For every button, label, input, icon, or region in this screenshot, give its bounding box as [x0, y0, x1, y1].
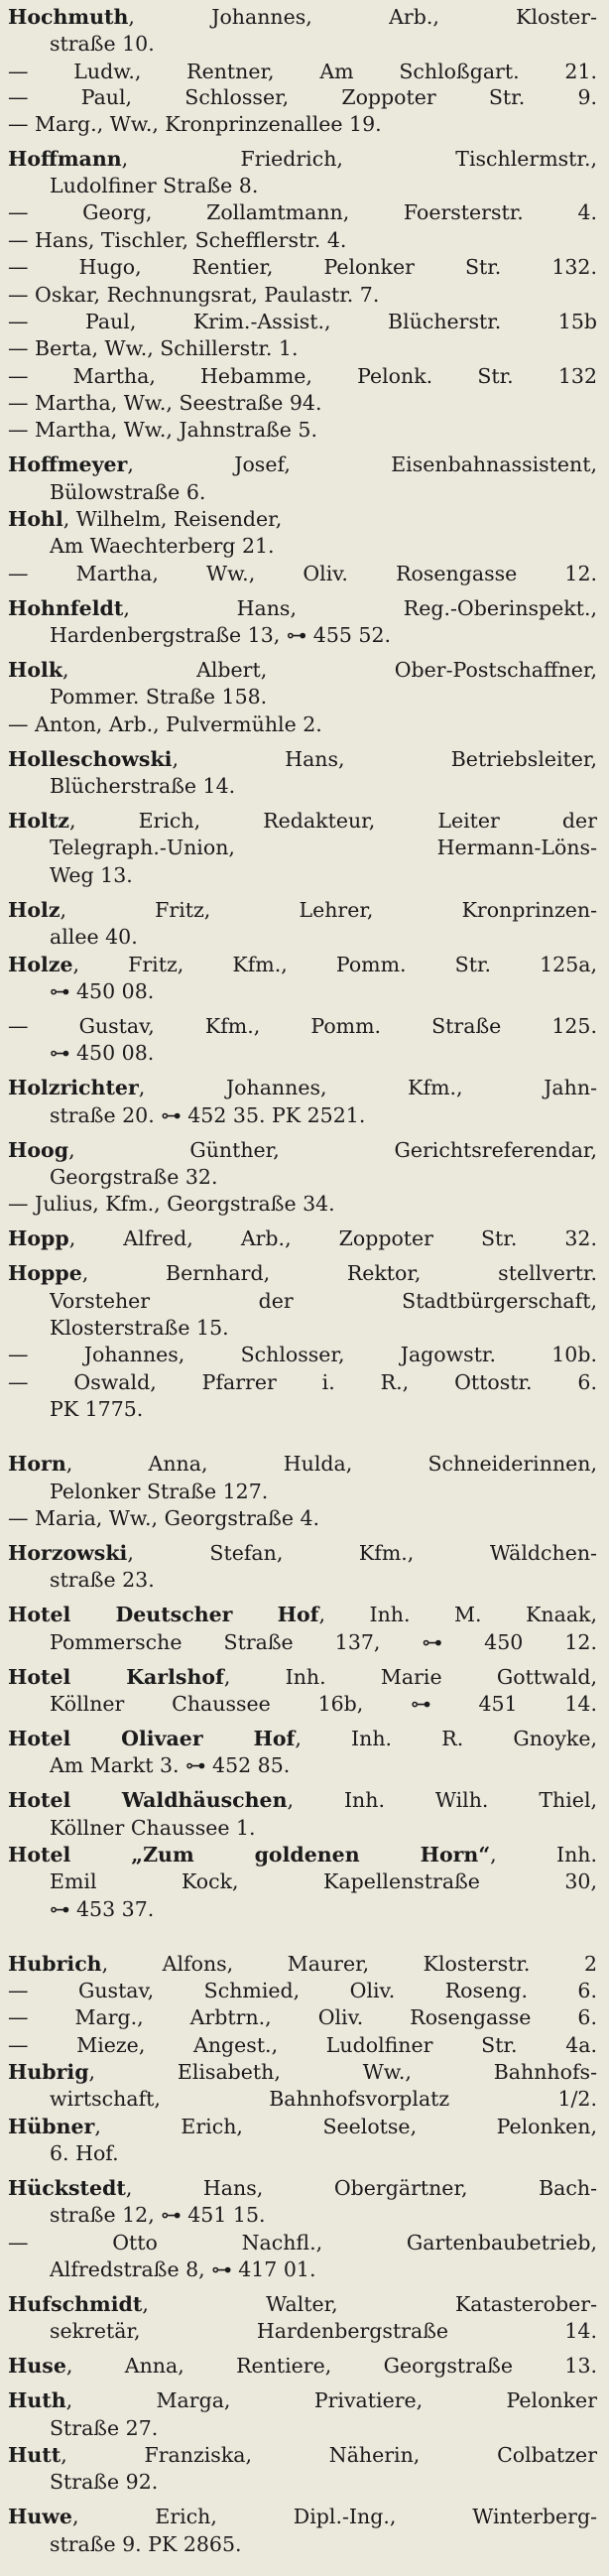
entry-text: Köllner Chaussee 1.	[50, 1816, 256, 1840]
entry-text: wirtschaft, Bahnhofsvorplatz 1/2.	[50, 2087, 597, 2111]
entry-surname: Horzowski	[8, 1541, 128, 1565]
entry-text: , Josef, Eisenbahnassistent,	[127, 452, 597, 476]
entry-continuation-line	[50, 1689, 597, 1719]
entry-text: , Inh. Wilh. Thiel,	[287, 1788, 597, 1812]
entry-name-line	[8, 1785, 597, 1815]
entry-surname: Horn	[8, 1452, 66, 1476]
entry-line	[8, 1011, 597, 1041]
entry-text: Ludolfiner Straße 8.	[50, 174, 259, 197]
entry-text: Am Waechterberg 21.	[50, 534, 275, 558]
entry-name-line	[8, 2057, 597, 2087]
entry-text: ⊶ 450 08.	[50, 1041, 155, 1065]
entry-name-line	[8, 450, 597, 479]
entry-surname: Hoffmeyer	[8, 452, 128, 476]
entry-text: , Anna, Rentiere, Georgstraße 13.	[65, 2354, 597, 2378]
entry-continuation-line	[50, 1867, 597, 1896]
entry-continuation-line	[50, 1477, 597, 1506]
entry-text: , Friedrich, Tischlermstr.,	[121, 147, 597, 171]
entry-text: — Martha, Hebamme, Pelonk. Str. 132	[8, 364, 597, 388]
entry-continuation-line	[50, 2467, 597, 2497]
entry-name-line	[8, 806, 597, 836]
entry-text: sekretär, Hardenbergstraße 14.	[50, 2319, 597, 2343]
entry-continuation-line	[50, 1627, 597, 1657]
entry-surname: Hubrich	[8, 1952, 102, 1976]
entry-line	[8, 1189, 597, 1219]
entry-text: straße 10.	[50, 32, 155, 56]
entry-name-line	[8, 2, 597, 32]
entry-surname: Holk	[8, 658, 63, 682]
entry-text: ⊶ 450 08.	[50, 979, 155, 1003]
entry-text: Emil Kock, Kapellenstraße 30,	[50, 1869, 597, 1893]
entry-text: , Inh. Marie Gottwald,	[223, 1665, 597, 1689]
entry-text: , Erich, Seelotse, Pelonken,	[94, 2115, 597, 2138]
entry-text: straße 9. PK 2865.	[50, 2532, 242, 2556]
entry-text: — Julius, Kfm., Georgstraße 34.	[8, 1192, 335, 1216]
entry-continuation-line	[50, 2316, 597, 2346]
entry-name-line	[8, 504, 597, 534]
entry-text: , Alfons, Maurer, Klosterstr. 2	[101, 1952, 597, 1976]
entry-text: — Gustav, Kfm., Pomm. Straße 125.	[8, 1014, 597, 1038]
entry-continuation-line	[50, 29, 597, 59]
entry-continuation-line	[50, 1100, 597, 1130]
entry-continuation-line	[50, 1038, 597, 1068]
entry-line	[8, 709, 597, 739]
entry-surname: Hohl	[8, 507, 63, 531]
entry-text: , Inh. M. Knaak,	[318, 1603, 597, 1626]
entry-line	[8, 333, 597, 363]
entry-name-line	[8, 1949, 597, 1979]
entry-text: ⊶ 453 37.	[50, 1897, 155, 1921]
entry-name-line	[8, 2112, 597, 2141]
entry-surname: Hotel „Zum goldenen Horn“	[8, 1843, 491, 1867]
entry-text: Vorsteher der Stadtbürgerschaft,	[50, 1289, 597, 1313]
entry-text: , Inh.	[490, 1843, 597, 1867]
entry-name-line	[8, 950, 597, 979]
entry-text: — Hugo, Rentier, Pelonker Str. 132.	[8, 255, 597, 279]
entry-surname: Hotel Waldhäuschen	[8, 1788, 288, 1812]
entry-text: Georgstraße 32.	[50, 1165, 218, 1189]
entry-surname: Holz	[8, 898, 61, 922]
entry-name-line	[8, 2289, 597, 2319]
entry-name-line	[8, 593, 597, 623]
entry-name-line	[8, 2440, 597, 2470]
entry-name-line	[8, 895, 597, 925]
entry-line	[8, 2030, 597, 2060]
entry-text: Straße 92.	[50, 2470, 159, 2494]
entry-line	[8, 2228, 597, 2257]
entry-text: , Anna, Hulda, Schneiderinnen,	[65, 1452, 597, 1476]
entry-text: — Martha, Ww., Seestraße 94.	[8, 391, 322, 415]
entry-text: — Marg., Ww., Kronprinzenallee 19.	[8, 112, 382, 136]
entry-name-line	[8, 1724, 597, 1753]
entry-surname: Hohnfeldt	[8, 596, 124, 620]
entry-line	[8, 252, 597, 282]
entry-surname: Hübner	[8, 2115, 95, 2138]
entry-text: , Johannes, Kfm., Jahn-	[138, 1076, 597, 1099]
entry-text: — Georg, Zollamtmann, Foersterstr. 4.	[8, 200, 597, 224]
entry-text: Klosterstraße 15.	[50, 1316, 229, 1340]
entry-continuation-line	[50, 1394, 597, 1424]
entry-text: — Marg., Arbtrn., Oliv. Rosengasse 6.	[8, 2005, 597, 2029]
entry-line	[8, 1367, 597, 1397]
entry-surname: Holzrichter	[8, 1076, 139, 1099]
entry-continuation-line	[50, 2138, 597, 2168]
entry-name-line	[8, 1135, 597, 1165]
entry-name-line	[8, 1662, 597, 1692]
entry-text: allee 40.	[50, 925, 138, 949]
entry-line	[8, 1340, 597, 1369]
entry-continuation-line	[50, 2200, 597, 2230]
entry-text: — Berta, Ww., Schillerstr. 1.	[8, 336, 299, 360]
entry-text: PK 1775.	[50, 1397, 144, 1421]
entry-line	[8, 1503, 597, 1533]
entry-name-line	[8, 655, 597, 685]
entry-surname: Huse	[8, 2354, 66, 2378]
entry-text: , Hans, Obergärtner, Bach-	[125, 2176, 597, 2200]
entry-name-line	[8, 1258, 597, 1288]
entry-line	[8, 388, 597, 418]
entry-name-line	[8, 144, 597, 174]
entry-text: — Oswald, Pfarrer i. R., Ottostr. 6.	[8, 1370, 597, 1394]
entry-surname: Hoog	[8, 1138, 69, 1162]
entry-surname: Hoppe	[8, 1261, 82, 1285]
entry-line	[8, 559, 597, 588]
entry-text: — Mieze, Angest., Ludolfiner Str. 4a.	[8, 2033, 597, 2057]
entry-name-line	[8, 1840, 597, 1869]
entry-text: , Fritz, Kfm., Pomm. Str. 125a,	[72, 953, 597, 976]
entry-surname: Holze	[8, 953, 73, 976]
entry-continuation-line	[50, 1313, 597, 1343]
entry-text: Pelonker Straße 127.	[50, 1480, 269, 1503]
entry-text: Weg 13.	[50, 863, 133, 887]
entry-name-line	[8, 2173, 597, 2203]
entry-text: , Günther, Gerichtsreferendar,	[68, 1138, 597, 1162]
entry-line	[8, 1976, 597, 2005]
entry-name-line	[8, 1073, 597, 1102]
entry-text: , Wilhelm, Reisender,	[62, 507, 283, 531]
entry-text: — Johannes, Schlosser, Jagowstr. 10b.	[8, 1343, 597, 1366]
entry-text: , Johannes, Arb., Kloster-	[128, 5, 597, 29]
entry-line	[8, 361, 597, 391]
entry-text: Straße 27.	[50, 2416, 159, 2440]
entry-text: — Martha, Ww., Jahnstraße 5.	[8, 418, 317, 442]
entry-text: Köllner Chaussee 16b, ⊶ 451 14.	[50, 1692, 597, 1716]
entry-continuation-line	[50, 1162, 597, 1192]
entry-text: straße 12, ⊶ 451 15.	[50, 2203, 266, 2227]
entry-text: Blücherstraße 14.	[50, 774, 236, 798]
entry-name-line	[8, 1538, 597, 1568]
entry-continuation-line	[50, 1286, 597, 1316]
entry-continuation-line	[50, 771, 597, 801]
entry-surname: Hufschmidt	[8, 2292, 143, 2316]
entry-text: Pommer. Straße 158.	[50, 685, 268, 708]
entry-name-line	[8, 1449, 597, 1479]
entry-continuation-line	[50, 477, 597, 507]
entry-continuation-line	[50, 171, 597, 200]
entry-continuation-line	[50, 833, 597, 862]
entry-line	[8, 2002, 597, 2032]
entry-surname: Hotel Olivaer Hof	[8, 1727, 296, 1750]
entry-text: , Walter, Katasterober-	[142, 2292, 597, 2316]
entry-text: , Alfred, Arb., Zoppoter Str. 32.	[68, 1226, 597, 1250]
entry-text: , Hans, Betriebsleiter,	[172, 747, 597, 771]
entry-continuation-line	[50, 531, 597, 561]
entry-text: , Albert, Ober-Postschaffner,	[62, 658, 597, 682]
entry-surname: Hochmuth	[8, 5, 129, 29]
entry-continuation-line	[50, 1813, 597, 1843]
entry-surname: Huth	[8, 2388, 66, 2412]
entry-surname: Hubrig	[8, 2060, 89, 2084]
entry-text: , Elisabeth, Ww., Bahnhofs-	[88, 2060, 597, 2084]
entry-surname: Hotel Deutscher Hof	[8, 1603, 319, 1626]
entry-surname: Hotel Karlshof	[8, 1665, 224, 1689]
entry-name-line	[8, 744, 597, 774]
entry-text: — Ludw., Rentner, Am Schloßgart. 21.	[8, 60, 597, 83]
entry-text: Pommersche Straße 137, ⊶ 450 12.	[50, 1630, 597, 1654]
entry-name-line	[8, 1224, 597, 1253]
entry-text: — Anton, Arb., Pulvermühle 2.	[8, 712, 322, 736]
entry-line	[8, 225, 597, 255]
entry-text: straße 23.	[50, 1568, 155, 1592]
entry-text: Bülowstraße 6.	[50, 480, 206, 504]
entry-name-line	[8, 2385, 597, 2415]
entry-text: Am Markt 3. ⊶ 452 85.	[50, 1753, 291, 1777]
entry-line	[8, 415, 597, 445]
entry-continuation-line	[50, 860, 597, 890]
entry-continuation-line	[50, 2529, 597, 2559]
entry-text: , Inh. R. Gnoyke,	[295, 1727, 597, 1750]
entry-text: , Stefan, Kfm., Wäldchen-	[127, 1541, 597, 1565]
entry-surname: Holtz	[8, 809, 69, 833]
entry-continuation-line	[50, 976, 597, 1006]
entry-text: — Paul, Schlosser, Zoppoter Str. 9.	[8, 85, 597, 109]
entry-text: — Martha, Ww., Oliv. Rosengasse 12.	[8, 562, 597, 585]
entry-surname: Holleschowski	[8, 747, 173, 771]
entry-text: , Erich, Redakteur, Leiter der	[68, 809, 597, 833]
entry-text: — Paul, Krim.-Assist., Blücherstr. 15b	[8, 310, 597, 333]
entry-text: , Franziska, Näherin, Colbatzer	[61, 2443, 597, 2467]
entry-name-line	[8, 2351, 597, 2381]
entry-continuation-line	[50, 2254, 597, 2284]
entry-text: Hardenbergstraße 13, ⊶ 455 52.	[50, 623, 392, 647]
entry-text: — Hans, Tischler, Schefflerstr. 4.	[8, 228, 347, 252]
entry-line	[8, 197, 597, 227]
entry-text: , Fritz, Lehrer, Kronprinzen-	[60, 898, 597, 922]
entry-text: Alfredstraße 8, ⊶ 417 01.	[50, 2257, 316, 2281]
entry-text: , Bernhard, Rektor, stellvertr.	[81, 1261, 597, 1285]
entry-text: , Marga, Privatiere, Pelonker	[65, 2388, 597, 2412]
entry-surname: Hutt	[8, 2443, 61, 2467]
entry-continuation-line	[50, 620, 597, 650]
entry-continuation-line	[50, 2413, 597, 2443]
entry-name-line	[8, 1600, 597, 1629]
entry-text: straße 20. ⊶ 452 35. PK 2521.	[50, 1103, 366, 1127]
entry-surname: Hoffmann	[8, 147, 122, 171]
entry-continuation-line	[50, 682, 597, 711]
entry-text: — Oskar, Rechnungsrat, Paulastr. 7.	[8, 283, 380, 307]
entry-line	[8, 280, 597, 310]
entry-continuation-line	[50, 2084, 597, 2114]
entry-text: , Hans, Reg.-Oberinspekt.,	[123, 596, 597, 620]
entry-name-line	[8, 2502, 597, 2531]
entry-line	[8, 109, 597, 139]
entry-continuation-line	[50, 1565, 597, 1595]
entry-line	[8, 307, 597, 336]
entry-text: 6. Hof.	[50, 2141, 119, 2165]
entry-line	[8, 82, 597, 112]
entry-text: — Otto Nachfl., Gartenbaubetrieb,	[8, 2231, 597, 2254]
entry-text: — Gustav, Schmied, Oliv. Roseng. 6.	[8, 1979, 597, 2002]
entry-continuation-line	[50, 1894, 597, 1924]
entry-surname: Hopp	[8, 1226, 69, 1250]
entry-text: — Maria, Ww., Georgstraße 4.	[8, 1506, 320, 1530]
entry-text: Telegraph.-Union, Hermann-Löns-	[50, 836, 597, 859]
entry-surname: Hückstedt	[8, 2176, 126, 2200]
entry-surname: Huwe	[8, 2505, 72, 2528]
entry-continuation-line	[50, 922, 597, 952]
entry-continuation-line	[50, 1750, 597, 1780]
entry-text: , Erich, Dipl.-Ing., Winterberg-	[71, 2505, 597, 2528]
